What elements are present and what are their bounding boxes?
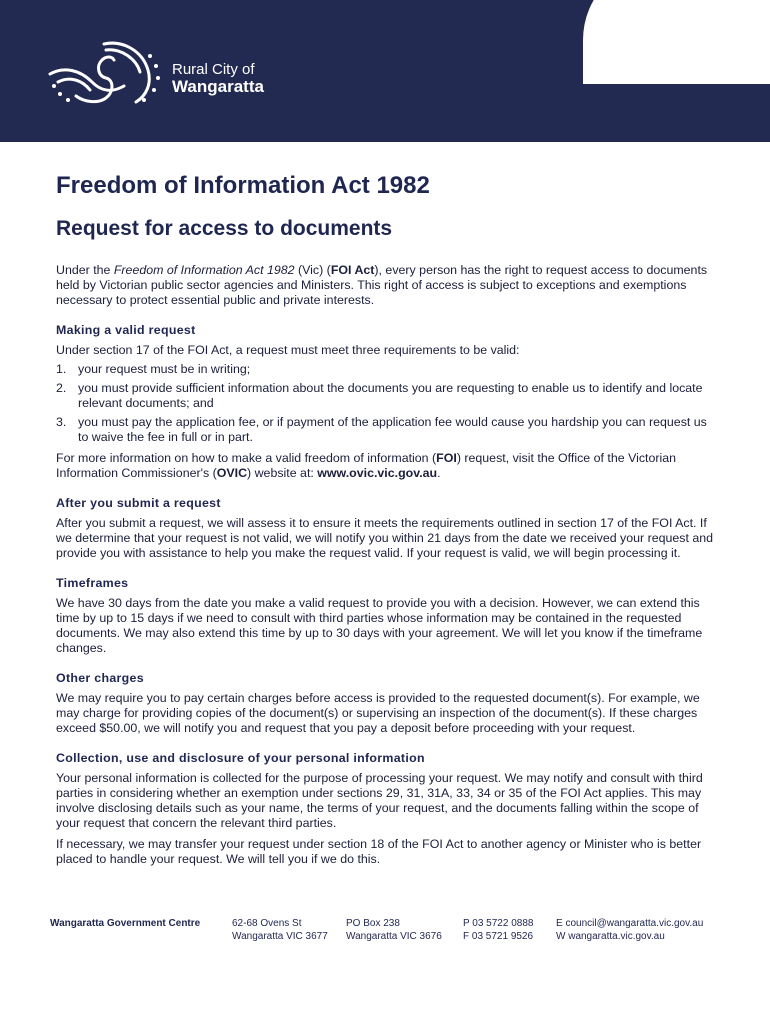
- footer-addr-line1: 62-68 Ovens St: [232, 918, 302, 929]
- intro-act-abbr: FOI Act: [330, 263, 375, 277]
- footer-phone: P 03 5722 0888: [463, 918, 534, 929]
- after-submit-paragraph: After you submit a request, we will assess it to ensure it meets the requirements outlined in section 17 of the FOI Act. If we determine that your request is not valid, we will notify you within 21 days from the date we received your request and provide you with assistance to help you make the request valid. If your request is valid, we will begin processing it.: [56, 516, 714, 560]
- other-charges-heading: Other charges: [56, 671, 144, 685]
- brand-name: [172, 61, 264, 95]
- list-item: [56, 415, 716, 445]
- document-body: [56, 170, 716, 867]
- footer-po-line2: Wangaratta VIC 3676: [346, 931, 442, 942]
- privacy-paragraph-1: Your personal information is collected for the purpose of processing your request. We may notify and consult with third parties in considering whether an exemption under sections 29, 31, 31A, 33, 34 or 35 of the FOI Act applies. This may involve disclosing details such as your name, the terms of your request, and the documents falling within the scope of your request that concern the relevant third parties.: [56, 771, 703, 830]
- list-text: your request must be in writing;: [78, 362, 251, 376]
- timeframes-paragraph: We have 30 days from the date you make a valid request to provide you with a decision. However, we can extend this time by up to 15 days if we need to consult with third parties whose information may be contained in the requested documents. We may also extend this time by up to 30 days with your agreement. We will let you know if the timeframe changes.: [56, 596, 703, 655]
- page-header: [0, 0, 770, 142]
- more-ovic: OVIC: [216, 466, 248, 480]
- footer-contact: [556, 917, 703, 943]
- header-navy-block: [430, 84, 770, 142]
- other-charges-paragraph: We may require you to pay certain charges before access is provided to the requested document(s). For example, we may charge for providing copies of the document(s) or supervising an inspection of the document(s). If these charges exceed $50.00, we will notify you and request that you pay a deposit before proceeding with your request.: [56, 691, 700, 735]
- privacy-heading: Collection, use and disclosure of your personal information: [56, 751, 425, 765]
- list-number: 2.: [56, 381, 67, 395]
- swan-logo-icon: [44, 36, 164, 108]
- page-footer: [50, 917, 730, 947]
- footer-email[interactable]: E council@wangaratta.vic.gov.au: [556, 918, 704, 929]
- privacy-paragraph-2: If necessary, we may transfer your request under section 18 of the FOI Act to another agency or Minister who is better placed to handle your request. We will tell you if we do this.: [56, 837, 702, 866]
- intro-act-name: Freedom of Information Act 1982: [113, 263, 295, 277]
- list-item: [56, 381, 716, 411]
- footer-addr-line2: Wangaratta VIC 3677: [232, 931, 328, 942]
- more-foi: FOI: [436, 451, 457, 465]
- document-title: Freedom of Information Act 1982: [56, 172, 430, 199]
- footer-web[interactable]: W wangaratta.vic.gov.au: [556, 931, 665, 942]
- footer-po-box: [346, 917, 442, 943]
- timeframes-heading: Timeframes: [56, 576, 129, 590]
- intro-text-2: (Vic) (: [294, 263, 331, 277]
- footer-po-line1: PO Box 238: [346, 918, 400, 929]
- valid-request-lead: Under section 17 of the FOI Act, a request must meet three requirements to be valid:: [56, 343, 520, 357]
- valid-request-heading: Making a valid request: [56, 323, 196, 337]
- footer-org: Wangaratta Government Centre: [50, 918, 201, 929]
- intro-paragraph: [56, 263, 716, 308]
- ovic-link[interactable]: www.ovic.vic.gov.au: [317, 466, 438, 480]
- requirements-list: [56, 362, 716, 445]
- footer-phone-fax: [463, 917, 533, 943]
- footer-fax: F 03 5721 9526: [463, 931, 534, 942]
- more-text-2: ) request, visit the Office of the Victorian Information Commissioner's (: [56, 451, 677, 480]
- footer-address: [232, 917, 328, 943]
- more-text-4: .: [437, 466, 441, 480]
- intro-text-1: Under the: [56, 263, 114, 277]
- list-item: [56, 362, 716, 377]
- list-text: you must pay the application fee, or if payment of the application fee would cause you hardship you can request us to waive the fee in full or in part.: [78, 415, 707, 444]
- list-text: you must provide sufficient information about the documents you are requesting to enable us to identify and locate relevant documents; and: [78, 381, 703, 410]
- brand-line2: Wangaratta: [172, 77, 264, 96]
- after-submit-heading: After you submit a request: [56, 496, 221, 510]
- more-text-3: ) website at:: [247, 466, 318, 480]
- brand-line1: Rural City of: [172, 61, 255, 78]
- list-number: 3.: [56, 415, 67, 429]
- list-number: 1.: [56, 362, 67, 376]
- more-info-paragraph: [56, 451, 716, 481]
- document-subtitle: Request for access to documents: [56, 217, 393, 240]
- more-text-1: For more information on how to make a valid freedom of information (: [56, 451, 437, 465]
- intro-text-3: ), every person has the right to request access to documents held by Victorian public sector agencies and Ministers. This right of access is subject to exceptions and exemptions necessary to protect essential public and private interests.: [56, 263, 708, 307]
